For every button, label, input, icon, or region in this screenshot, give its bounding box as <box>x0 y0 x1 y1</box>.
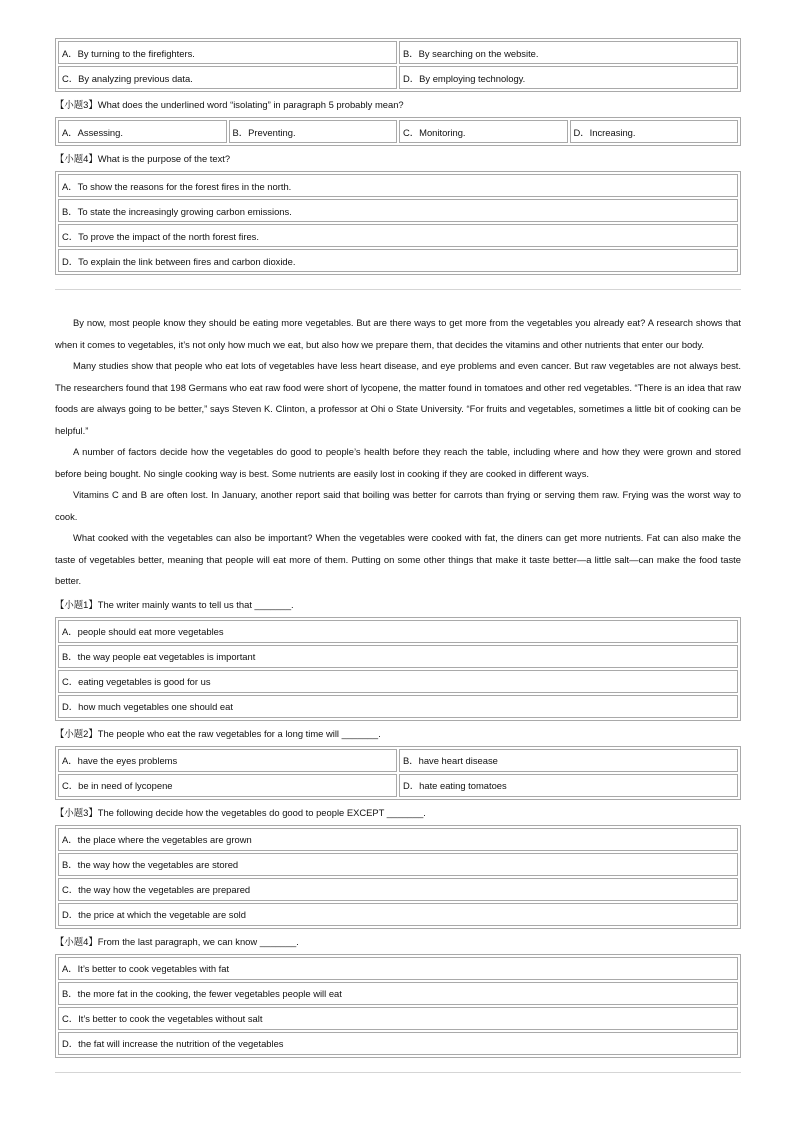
option-row <box>58 645 738 668</box>
passage-paragraph: What cooked with the vegetables can also be important? When the vegetables were cooked with fat, the diners can get more nutrients. Fat can also make the taste of vegetables better, meaning that people will eat more of them. Putting on some other things that make it taste better—a little salt—can make the food taste better. <box>55 532 741 586</box>
option-b[interactable]: B．have heart disease <box>399 749 738 772</box>
passage-paragraph: Vitamins C and B are often lost. In January, another report said that boiling was better for carrots than frying or serving them raw. Frying was the worst way to cook. <box>55 489 741 522</box>
page-end-divider <box>55 1072 741 1073</box>
option-row <box>58 903 738 926</box>
section-divider <box>55 275 741 290</box>
s1-q4-options <box>55 171 741 275</box>
option-row <box>58 1032 738 1055</box>
option-c[interactable]: C．eating vegetables is good for us <box>58 670 738 693</box>
option-row <box>58 878 738 901</box>
s2-q3-stem: 【小题3】The following decide how the vegetables do good to people EXCEPT _______. <box>55 806 426 818</box>
option-c[interactable]: C．By analyzing previous data. <box>58 66 397 89</box>
option-b[interactable]: B．By searching on the website. <box>399 41 738 64</box>
option-row <box>58 957 738 980</box>
option-row <box>58 774 738 797</box>
s2-q2-stem: 【小题2】The people who eat the raw vegetables for a long time will _______. <box>55 727 381 739</box>
option-c[interactable]: C．To prove the impact of the north forest fires. <box>58 224 738 247</box>
option-d[interactable]: D．hate eating tomatoes <box>399 774 738 797</box>
s1-q2-options <box>55 38 741 92</box>
option-row <box>58 41 738 64</box>
passage-paragraph: Many studies show that people who eat lots of vegetables have less heart disease, and eye problems and even cancer. But raw vegetables are not always best. The researchers found that 198 Germans who eat raw food were short of lycopene, the matter found in tomatoes and other red vegetables. “There is an idea that raw foods are always going to be better,” says Steven K. Clinton, a professor at Ohi o State University. “For fruits and vegetables, sometimes a little bit of cooking can be helpful.” <box>55 360 741 436</box>
s2-q4-options <box>55 954 741 1058</box>
option-b[interactable]: B．Preventing. <box>229 120 398 143</box>
option-b[interactable]: B．the way how the vegetables are stored <box>58 853 738 876</box>
s2-q1-options <box>55 617 741 721</box>
s2-q4-stem: 【小题4】From the last paragraph, we can know _______. <box>55 935 299 947</box>
option-a[interactable]: A．By turning to the firefighters. <box>58 41 397 64</box>
option-row <box>58 695 738 718</box>
option-b[interactable]: B．the way people eat vegetables is important <box>58 645 738 668</box>
option-d[interactable]: D．To explain the link between fires and carbon dioxide. <box>58 249 738 272</box>
option-c[interactable]: C．be in need of lycopene <box>58 774 397 797</box>
s1-q3-options <box>55 117 741 146</box>
option-row <box>58 66 738 89</box>
option-a[interactable]: A．have the eyes problems <box>58 749 397 772</box>
passage-paragraph: A number of factors decide how the vegetables do good to people’s health before they reach the table, including where and how they were grown and stored before being bought. No single cooking way is best. Some nutrients are easily lost in cooking if they are cooked in different ways. <box>55 446 741 479</box>
option-row <box>58 174 738 197</box>
option-d[interactable]: D．the price at which the vegetable are sold <box>58 903 738 926</box>
option-row <box>58 199 738 222</box>
s1-q4-stem: 【小题4】What is the purpose of the text? <box>55 153 231 164</box>
option-b[interactable]: B．To state the increasingly growing carbon emissions. <box>58 199 738 222</box>
exam-page <box>55 38 741 1073</box>
option-a[interactable]: A．Assessing. <box>58 120 227 143</box>
option-d[interactable]: D．how much vegetables one should eat <box>58 695 738 718</box>
reading-passage <box>55 312 741 592</box>
option-row <box>58 1007 738 1030</box>
option-b[interactable]: B．the more fat in the cooking, the fewer vegetables people will eat <box>58 982 738 1005</box>
s2-q3-options <box>55 825 741 929</box>
option-a[interactable]: A．the place where the vegetables are grown <box>58 828 738 851</box>
option-row <box>58 120 738 143</box>
option-row <box>58 670 738 693</box>
option-d[interactable]: D．By employing technology. <box>399 66 738 89</box>
option-d[interactable]: D．the fat will increase the nutrition of the vegetables <box>58 1032 738 1055</box>
option-row <box>58 224 738 247</box>
option-a[interactable]: A．people should eat more vegetables <box>58 620 738 643</box>
option-c[interactable]: C．It’s better to cook the vegetables without salt <box>58 1007 738 1030</box>
s2-q1-stem: 【小题1】The writer mainly wants to tell us that _______. <box>55 598 294 610</box>
option-a[interactable]: A．To show the reasons for the forest fires in the north. <box>58 174 738 197</box>
option-c[interactable]: C．Monitoring. <box>399 120 568 143</box>
option-row <box>58 249 738 272</box>
option-row <box>58 749 738 772</box>
s2-q2-options <box>55 746 741 800</box>
passage-paragraph: By now, most people know they should be eating more vegetables. But are there ways to get more from the vegetables you already eat? A research shows that when it comes to vegetables, it’s not only how much we eat, but also how we prepare them, that decides the vitamins and other nutrients that enter our body. <box>55 317 741 350</box>
option-row <box>58 828 738 851</box>
option-row <box>58 620 738 643</box>
option-a[interactable]: A．It’s better to cook vegetables with fat <box>58 957 738 980</box>
option-row <box>58 982 738 1005</box>
option-d[interactable]: D．Increasing. <box>570 120 739 143</box>
s1-q3-stem: 【小题3】What does the underlined word “isolating” in paragraph 5 probably mean? <box>55 99 404 110</box>
option-row <box>58 853 738 876</box>
option-c[interactable]: C．the way how the vegetables are prepared <box>58 878 738 901</box>
